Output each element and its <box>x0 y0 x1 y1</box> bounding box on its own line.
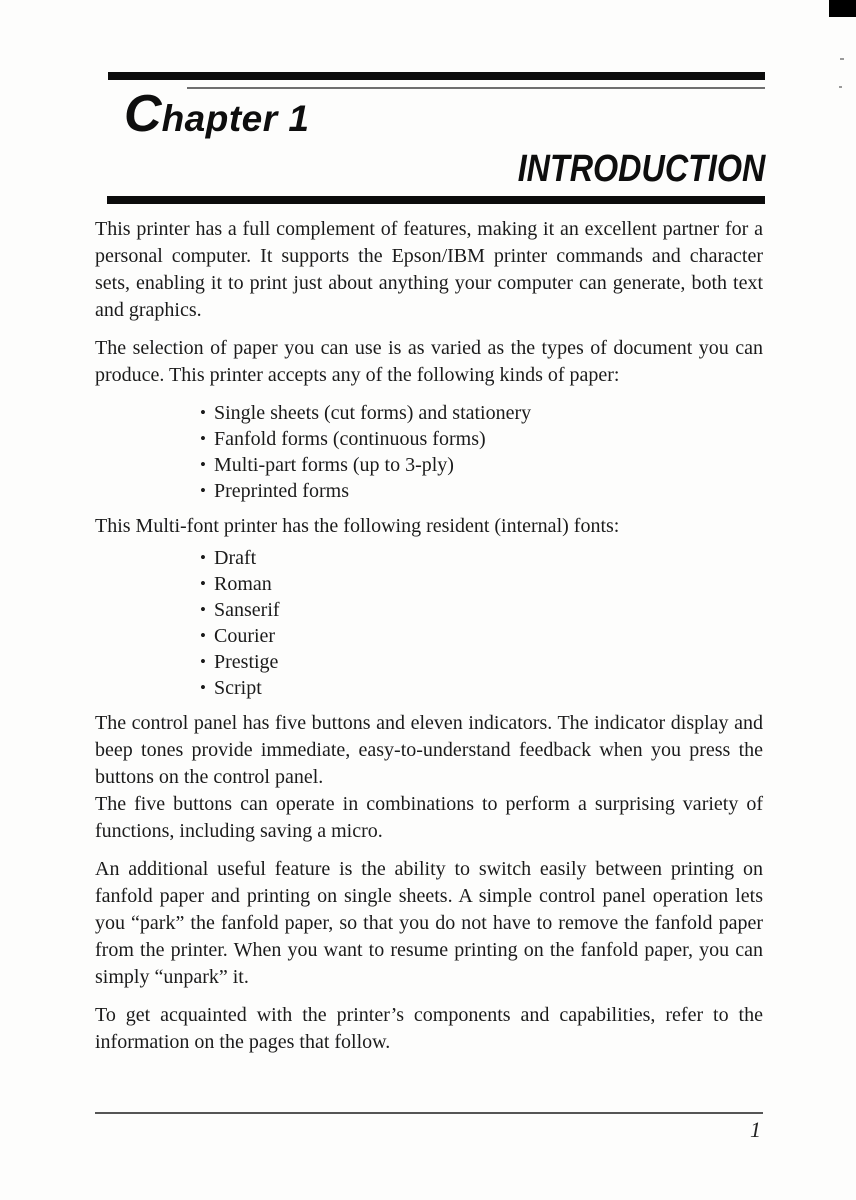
chapter-rest: hapter 1 <box>161 98 310 139</box>
bullet-icon: • <box>200 574 206 593</box>
bullet-icon: • <box>200 548 206 567</box>
chapter-initial: C <box>124 85 162 143</box>
list-item-label: Multi-part forms (up to 3-ply) <box>214 454 454 476</box>
list-item-label: Preprinted forms <box>214 480 349 502</box>
list-item-label: Courier <box>214 625 276 647</box>
list-item-label: Prestige <box>214 651 279 673</box>
paragraph-park-feature: An additional useful feature is the ability to switch easily between printing on fanfold paper and printing on single sheets. A simple control panel operation lets you “park” the fanfold paper, so that you do not have to remove the fanfold paper from the printer. When you want to resume printing on the fanfold paper, you can simply “unpark” it. <box>95 858 763 988</box>
list-item-label: Script <box>214 677 262 699</box>
scan-speck <box>839 86 842 88</box>
bullet-icon: • <box>200 455 206 474</box>
bullet-icon: • <box>200 678 206 697</box>
bullet-icon: • <box>200 429 206 448</box>
paragraph-paper-selection: The selection of paper you can use is as varied as the types of document you can produce. This printer accepts any of the following kinds of paper: <box>95 337 763 386</box>
paragraph-control-panel: The control panel has five buttons and eleven indicators. The indicator display and beep tones provide immediate, easy-to-understand feedback when you press the buttons on the control panel. <box>95 712 763 788</box>
header-rule-top <box>108 72 765 80</box>
header-rule-bottom <box>107 196 765 204</box>
body-text <box>95 216 763 1067</box>
list-item <box>200 545 763 571</box>
resident-fonts-list <box>95 545 763 701</box>
bullet-icon: • <box>200 481 206 500</box>
list-item-label: Fanfold forms (continuous forms) <box>214 428 486 450</box>
list-item-label: Roman <box>214 573 272 595</box>
list-item-label: Sanserif <box>214 599 280 621</box>
paragraph-resident-fonts: This Multi-font printer has the following resident (internal) fonts: <box>95 515 620 537</box>
page-title: INTRODUCTION <box>517 148 765 190</box>
footer-rule <box>95 1112 763 1114</box>
bullet-icon: • <box>200 652 206 671</box>
list-item <box>200 426 763 452</box>
paragraph-intro-features: This printer has a full complement of features, making it an excellent partner for a personal computer. It supports the Epson/IBM printer commands and character sets, enabling it to print just about anything your computer can generate, both text and graphics. <box>95 218 763 321</box>
list-item <box>200 649 763 675</box>
paper-types-list <box>95 400 763 504</box>
list-item <box>200 623 763 649</box>
list-item <box>200 452 763 478</box>
list-item <box>200 400 763 426</box>
scan-artifact-corner <box>829 0 856 17</box>
page-number: 1 <box>750 1117 761 1142</box>
list-item-label: Single sheets (cut forms) and stationery <box>214 402 532 424</box>
list-item-label: Draft <box>214 547 257 569</box>
chapter-heading <box>124 85 310 143</box>
bullet-icon: • <box>200 626 206 645</box>
list-item <box>200 478 763 504</box>
paragraph-get-acquainted: To get acquainted with the printer’s components and capabilities, refer to the information on the pages that follow. <box>95 1004 763 1053</box>
bullet-icon: • <box>200 403 206 422</box>
list-item <box>200 571 763 597</box>
list-item <box>200 675 763 701</box>
bullet-icon: • <box>200 600 206 619</box>
paragraph-five-buttons: The five buttons can operate in combinations to perform a surprising variety of functions, including saving a micro. <box>95 793 763 842</box>
scan-speck <box>840 58 844 60</box>
list-item <box>200 597 763 623</box>
